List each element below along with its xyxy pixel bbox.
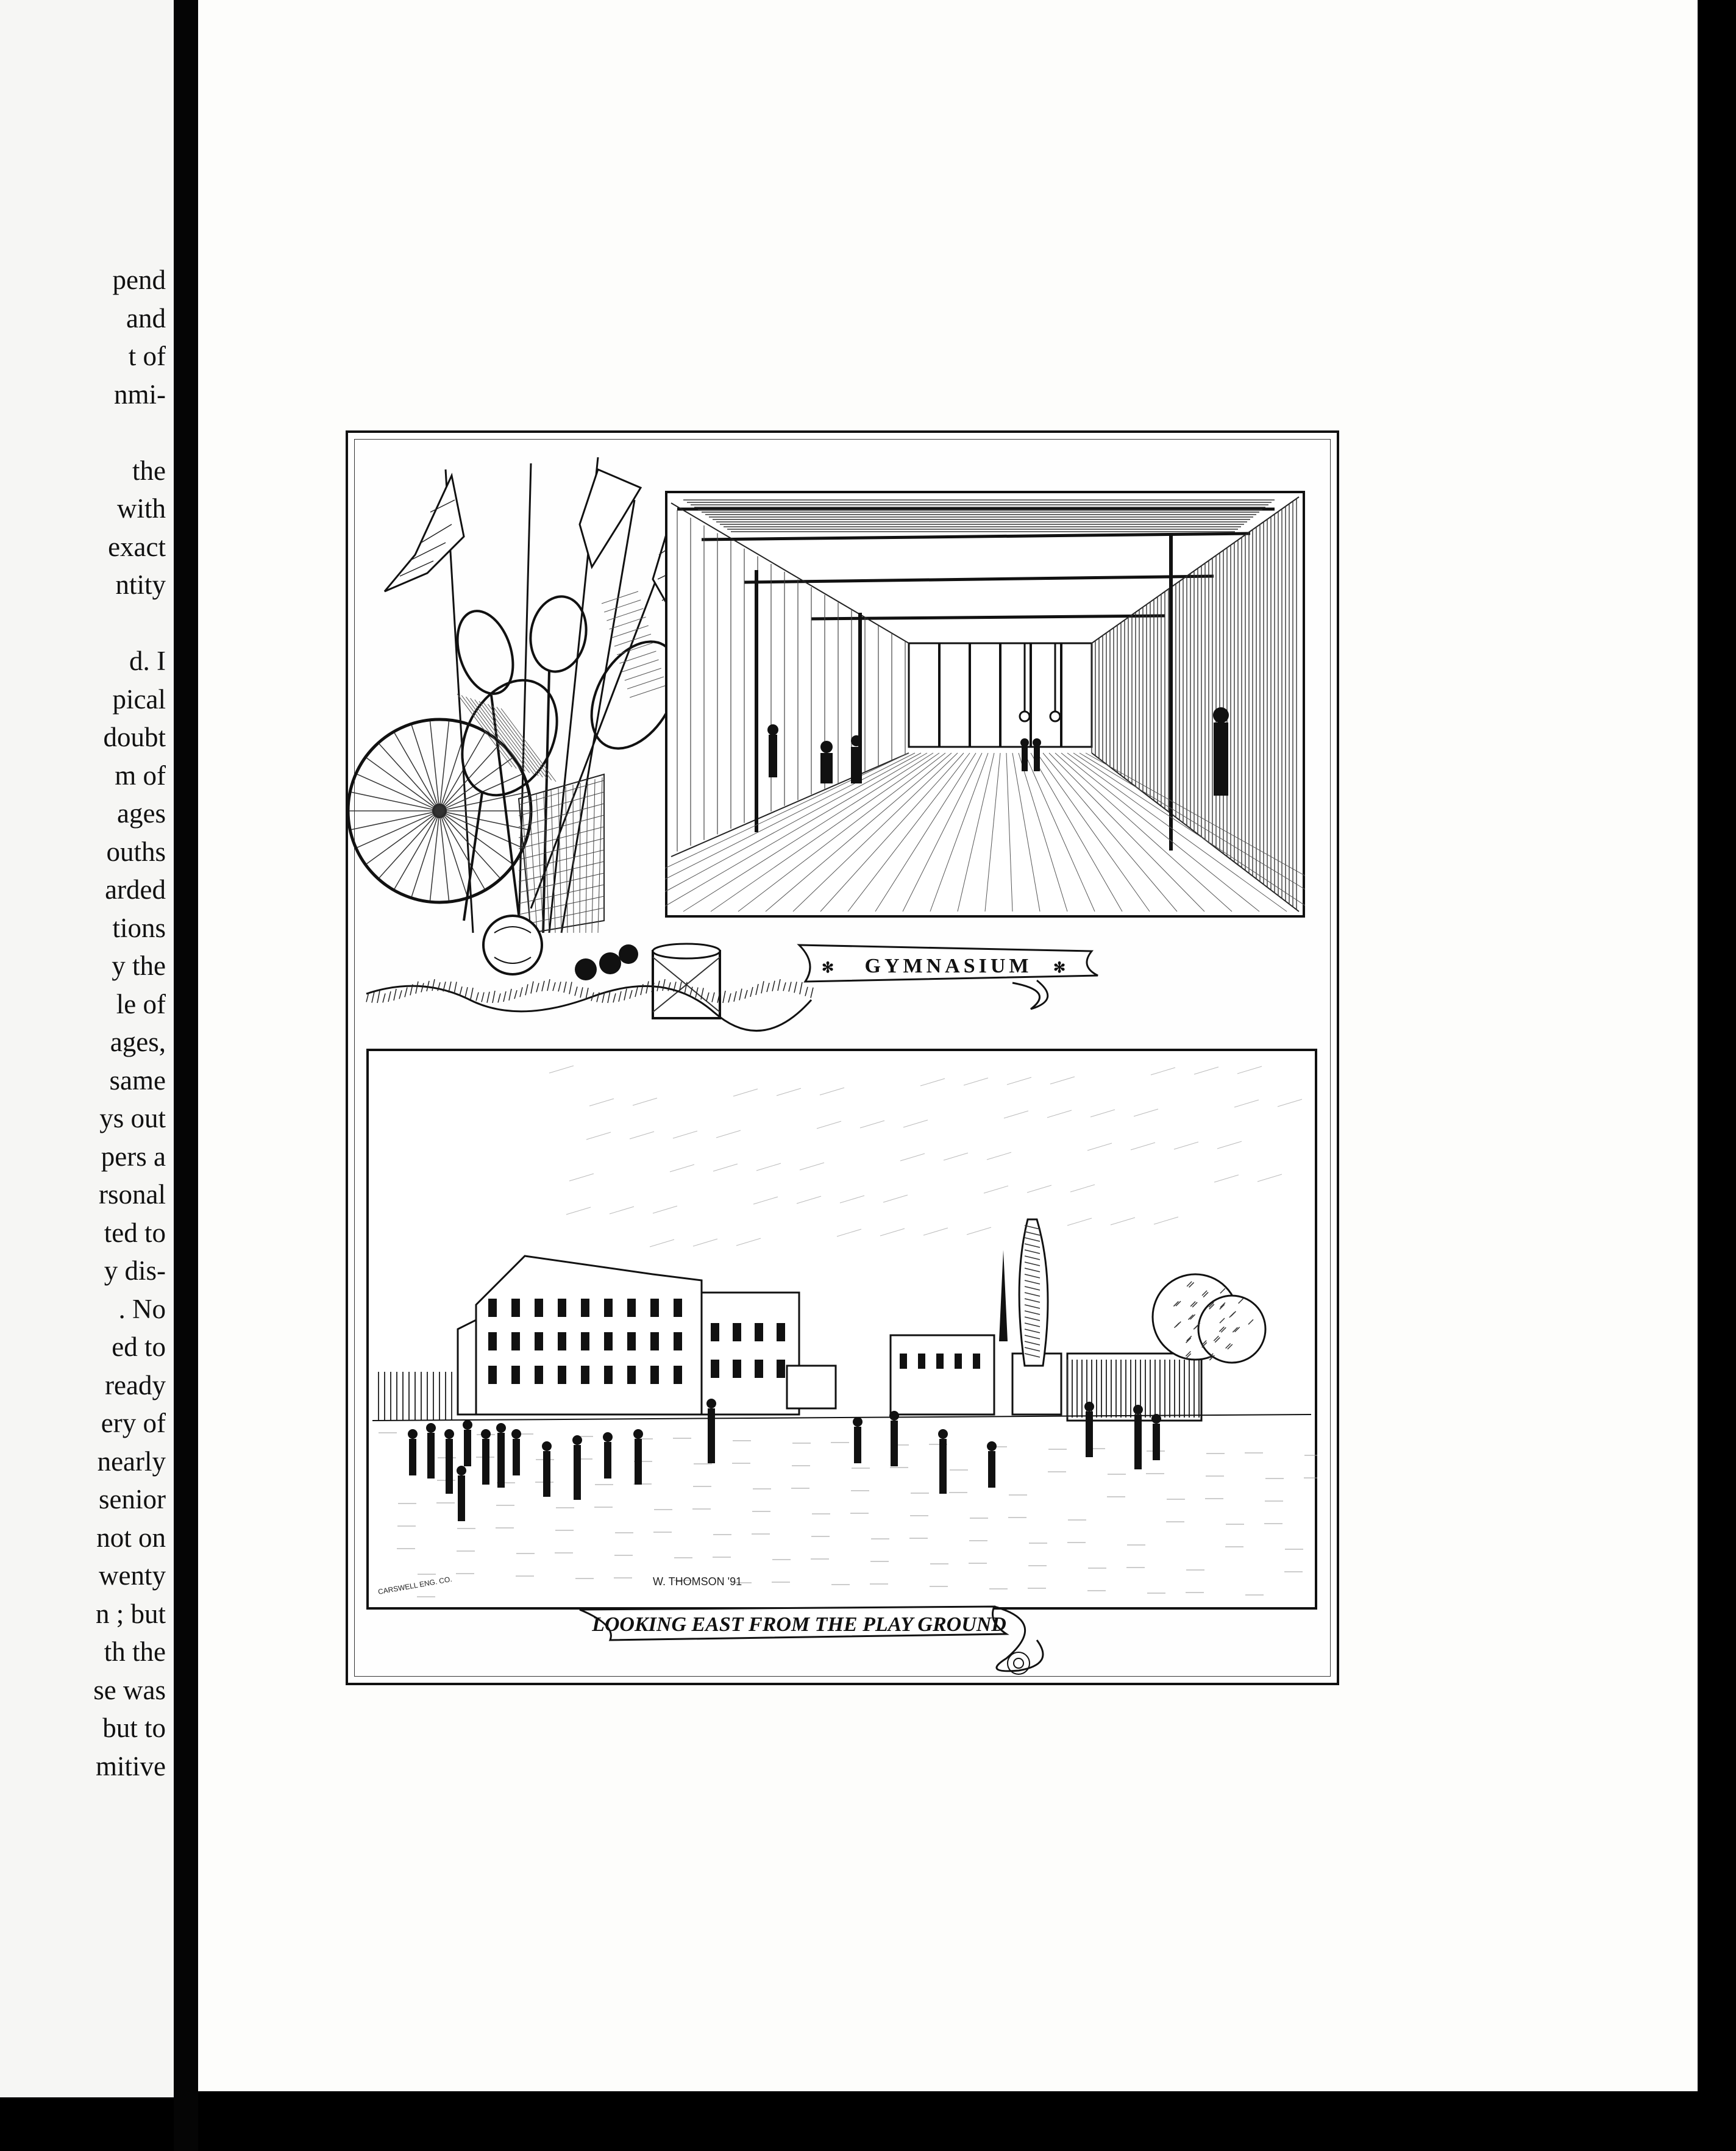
engraver-credit: CARSWELL ENG. CO.: [377, 1574, 453, 1596]
left-page-line: nmi-: [114, 379, 166, 410]
left-page-line: le of: [116, 988, 166, 1019]
left-page-line: arded: [105, 874, 166, 905]
left-page-line: senior: [99, 1484, 166, 1514]
left-page-line: [7, 413, 166, 452]
book-gutter: [174, 0, 198, 2151]
left-page-line: ntity: [115, 569, 166, 600]
left-page-line: y the: [112, 951, 166, 981]
left-page-line: but to: [102, 1713, 166, 1743]
left-page: [0, 0, 177, 2097]
left-page-line: ages,: [110, 1027, 166, 1057]
left-page-line: the: [132, 455, 166, 486]
left-page-line: same: [109, 1065, 166, 1096]
left-page-line: [7, 604, 166, 643]
left-page-line: wenty: [99, 1560, 166, 1591]
svg-text:✻: ✻: [1053, 960, 1070, 976]
left-page-line: pical: [112, 683, 166, 715]
left-page-line: d. I: [129, 646, 166, 676]
left-page-line: doubt: [103, 722, 166, 752]
left-page-line: ready: [105, 1369, 166, 1400]
gymnasium-banner: [793, 933, 1110, 1012]
left-page-line: pend: [112, 265, 166, 295]
playground-caption: LOOKING EAST FROM THE PLAY GROUND: [592, 1613, 1006, 1636]
svg-text:✻: ✻: [821, 960, 838, 976]
left-page-line: mitive: [96, 1750, 166, 1782]
left-page-line: se was: [93, 1674, 166, 1705]
left-page-line: ys out: [99, 1103, 166, 1133]
left-page-line: not on: [96, 1522, 166, 1553]
left-page-line: exact: [108, 531, 166, 562]
right-page: [198, 0, 1698, 2091]
left-page-line: tions: [112, 912, 166, 943]
left-page-line: ed to: [112, 1332, 166, 1362]
left-page-line: t of: [128, 341, 166, 371]
left-page-text-column: [7, 261, 166, 1785]
left-page-line: ouths: [106, 836, 166, 867]
left-page-line: ted to: [104, 1217, 166, 1248]
left-page-line: . No: [118, 1293, 166, 1324]
illustration-plate: [346, 430, 1339, 1685]
left-page-line: n ; but: [95, 1598, 166, 1629]
left-page-line: th the: [104, 1636, 166, 1667]
left-page-line: ages: [117, 798, 166, 829]
left-page-line: rsonal: [99, 1179, 166, 1210]
page-edge: [1699, 0, 1736, 2151]
left-page-line: and: [126, 302, 166, 334]
playground-banner: [567, 1597, 1104, 1677]
left-page-line: pers a: [101, 1141, 166, 1172]
left-page-line: with: [116, 493, 166, 524]
left-page-line: nearly: [97, 1446, 166, 1477]
gymnasium-caption: GYMNASIUM: [864, 955, 1033, 977]
left-page-line: ery of: [101, 1408, 166, 1438]
left-page-line: y dis-: [104, 1255, 166, 1286]
gymnasium-interior-engraving: [665, 491, 1305, 918]
artist-signature: W. THOMSON '91: [653, 1575, 742, 1588]
left-page-line: m of: [115, 760, 166, 791]
playground-scene-engraving: [366, 1049, 1317, 1610]
